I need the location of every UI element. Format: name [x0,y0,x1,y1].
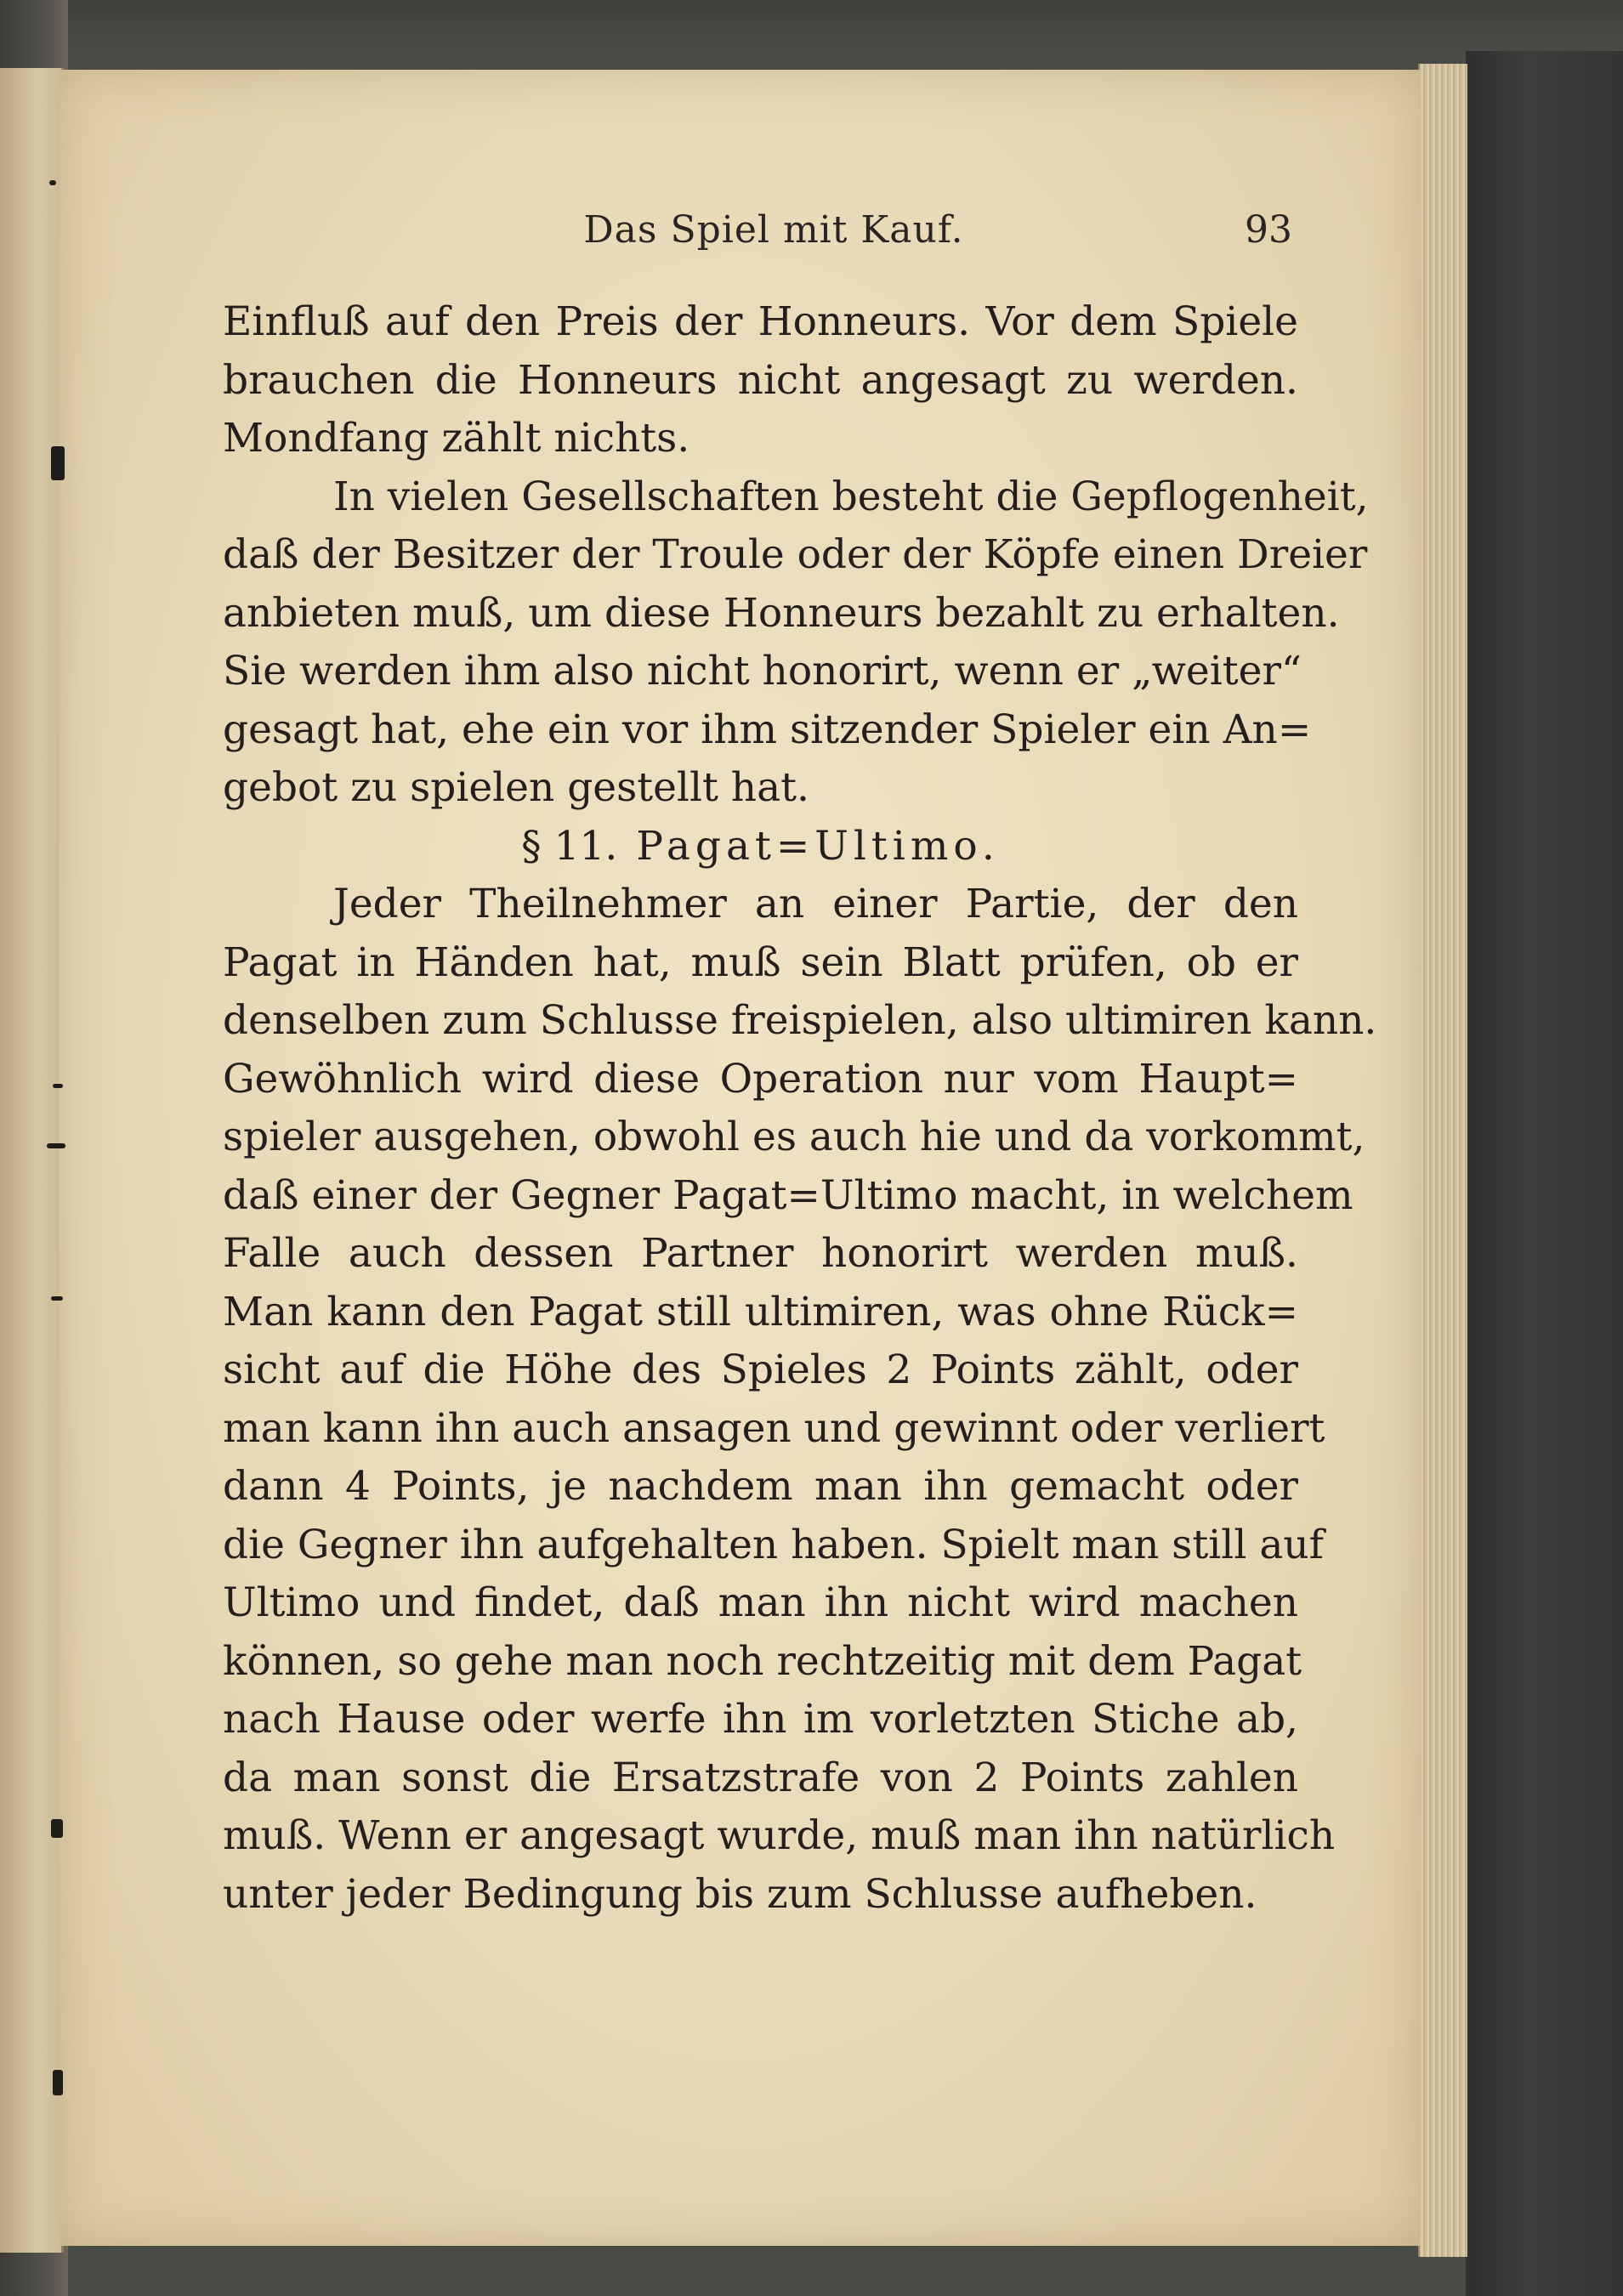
page-block-edge [1418,64,1467,2257]
text-line: muß. Wenn er angesagt wurde, muß man ihn natürlich [223,1812,1336,1859]
text-line: man kann ihn auch ansagen und gewinnt oder verliert [223,1404,1325,1452]
text-line: gebot zu spielen gestellt hat. [223,764,809,811]
text-line: Man kann den Pagat still ultimiren, was ohne Rück= [223,1288,1298,1335]
section-heading [223,818,1298,876]
text-line: denselben zum Schlusse freispielen, also ultimiren kann. [223,997,1377,1044]
gutter-mark [53,1084,63,1088]
body-text [223,293,1377,1924]
text-line: sicht auf die Höhe des Spieles 2 Points zählt, oder [223,1346,1298,1393]
gutter-mark [51,446,65,480]
text-line: Einfluß auf den Preis der Honneurs. Vor dem Spiele [223,298,1298,345]
text-line: In vielen Gesellschaften besteht die Gepflogenheit, [333,473,1369,520]
gutter-mark [49,180,56,185]
gutter-mark [53,2070,63,2095]
scan-background-top [0,0,1623,60]
gutter-mark [51,1296,63,1301]
text-line: spieler ausgehen, obwohl es auch hie und da vorkommt, [223,1114,1365,1160]
text-line: nach Hause oder werfe ihn im vorletzten Stiche ab, [223,1696,1298,1743]
text-line: brauchen die Honneurs nicht angesagt zu werden. [223,356,1298,404]
text-line: können, so gehe man noch rechtzeitig mit dem Pagat [223,1637,1302,1685]
text-line: Jeder Theilnehmer an einer Partie, der den [333,881,1298,927]
section-number: § 11. [521,822,618,870]
text-line: Pagat in Händen hat, muß sein Blatt prüfen, ob er [223,938,1298,986]
text-line: Falle auch dessen Partner honorirt werden muß. [223,1230,1298,1277]
text-line: Mondfang zählt nichts. [223,415,690,462]
text-line: da man sonst die Ersatzstrafe von 2 Points zahlen [223,1754,1298,1801]
text-line: unter jeder Bedingung bis zum Schlusse aufheben. [223,1870,1257,1918]
text-line: daß der Besitzer der Troule oder der Köpfe einen Dreier [223,531,1368,578]
gutter-mark [51,1819,63,1838]
section-title: Pagat=Ultimo. [636,822,1000,870]
gutter-mark [47,1143,65,1148]
book-cover-board [1466,51,1623,2296]
left-page-edge [0,68,64,2253]
text-line: gesagt hat, ehe ein vor ihm sitzender Spieler ein An= [223,706,1312,753]
text-line: Ultimo und findet, daß man ihn nicht wird machen [223,1579,1298,1626]
text-line: dann 4 Points, je nachdem man ihn gemacht oder [223,1463,1298,1510]
text-line: die Gegner ihn aufgehalten haben. Spielt man still auf [223,1521,1325,1568]
running-head [221,208,1292,259]
running-title: Das Spiel mit Kauf. [583,208,964,252]
page-number: 93 [1245,208,1292,252]
text-line: Gewöhnlich wird diese Operation nur vom Haupt= [223,1055,1298,1103]
text-line: daß einer der Gegner Pagat=Ultimo macht, in welchem [223,1171,1353,1219]
text-line: Sie werden ihm also nicht honorirt, wenn er „weiter“ [223,648,1302,694]
text-line: anbieten muß, um diese Honneurs bezahlt zu erhalten. [223,589,1340,637]
